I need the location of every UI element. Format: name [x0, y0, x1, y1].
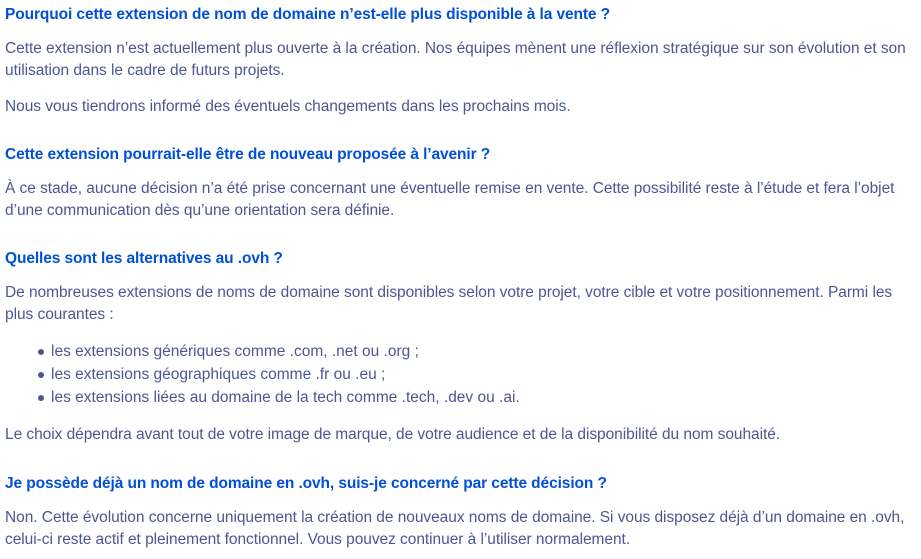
- faq-item-availability: [5, 4, 915, 118]
- bullet-icon: [38, 349, 44, 355]
- list-item-text: les extensions liées au domaine de la tech comme .tech, .dev ou .ai.: [51, 389, 520, 406]
- list-item: [51, 340, 915, 363]
- alternatives-list: [5, 340, 915, 409]
- faq-question: Quelles sont les alternatives au .ovh ?: [5, 250, 283, 267]
- faq-answer-paragraph: Cette extension n’est actuellement plus ouverte à la création. Nos équipes mènent une réflexion stratégique sur son évolution et son utilisation dans le cadre de futurs projets.: [5, 40, 906, 79]
- faq-question: Cette extension pourrait-elle être de nouveau proposée à l’avenir ?: [5, 146, 491, 163]
- faq-answer-intro: De nombreuses extensions de noms de domaine sont disponibles selon votre projet, votre cible et votre positionnement. Parmi les plus courantes :: [5, 284, 893, 323]
- bullet-icon: [38, 395, 44, 401]
- bullet-icon: [38, 372, 44, 378]
- faq-item-future: [5, 144, 915, 222]
- list-item: [51, 363, 915, 386]
- faq-question: Je possède déjà un nom de domaine en .ovh, suis-je concerné par cette décision ?: [5, 475, 607, 492]
- list-item-text: les extensions géographiques comme .fr ou .eu ;: [51, 366, 386, 383]
- faq-question: Pourquoi cette extension de nom de domaine n’est-elle plus disponible à la vente ?: [5, 6, 611, 23]
- list-item: [51, 386, 915, 409]
- list-item-text: les extensions génériques comme .com, .net ou .org ;: [51, 343, 419, 360]
- faq-answer-paragraph: Non. Cette évolution concerne uniquement la création de nouveaux noms de domaine. Si vous disposez déjà d’un domaine en .ovh, celui-ci reste actif et pleinement fonctionnel. Vous pouvez continuer à l’utiliser normalement.: [5, 509, 905, 548]
- faq-answer-paragraph: Nous vous tiendrons informé des éventuels changements dans les prochains mois.: [5, 98, 571, 115]
- faq-item-alternatives: [5, 248, 915, 446]
- faq-item-existing-domain: [5, 473, 915, 551]
- faq-answer-paragraph: À ce stade, aucune décision n’a été prise concernant une éventuelle remise en vente. Cette possibilité reste à l’étude et fera l’objet d’une communication dès qu’une orientation sera définie.: [5, 180, 895, 219]
- faq-answer-outro: Le choix dépendra avant tout de votre image de marque, de votre audience et de la disponibilité du nom souhaité.: [5, 426, 781, 443]
